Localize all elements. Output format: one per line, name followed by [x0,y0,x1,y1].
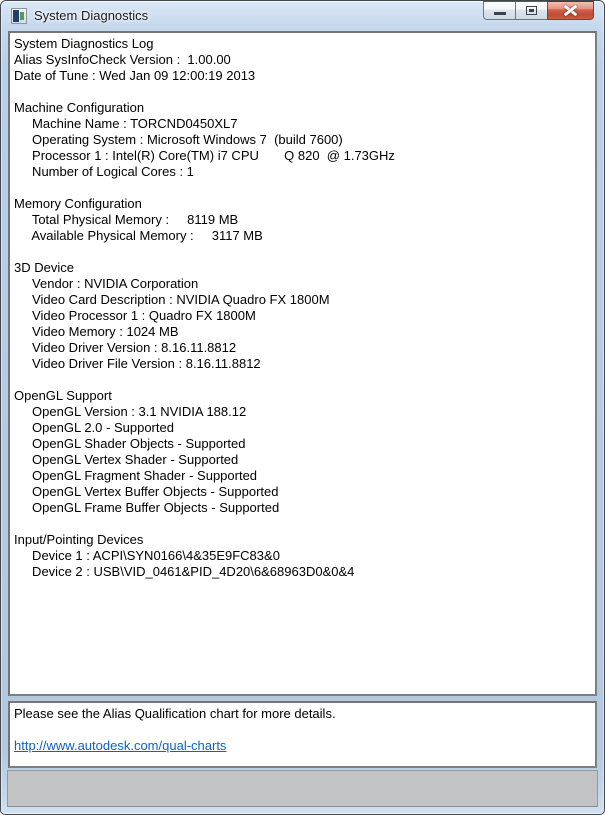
log-line [14,244,591,260]
diagnostics-log-panel [8,31,597,696]
diagnostics-log [10,33,595,583]
footer-panel [8,701,597,768]
log-line: OpenGL 2.0 - Supported [14,420,174,435]
qual-charts-link[interactable]: http://www.autodesk.com/qual-charts [14,738,227,753]
log-line: Vendor : NVIDIA Corporation [14,276,199,291]
qualification-note: Please see the Alias Qualification chart for more details. [14,706,336,721]
minimize-icon [494,12,506,15]
log-line: Operating System : Microsoft Windows 7 (build 7600) [14,132,343,147]
log-line: Available Physical Memory : 3117 MB [14,228,263,243]
caption-buttons [484,1,594,20]
log-line: Memory Configuration [14,196,142,211]
log-line: OpenGL Frame Buffer Objects - Supported [14,500,280,515]
log-line: Machine Name : TORCND0450XL7 [14,116,238,131]
log-line: Video Memory : 1024 MB [14,324,179,339]
log-line: Video Processor 1 : Quadro FX 1800M [14,308,256,323]
bottom-gray-panel [7,770,598,807]
log-line: Video Driver Version : 8.16.11.8812 [14,340,237,355]
log-line: OpenGL Shader Objects - Supported [14,436,246,451]
minimize-button[interactable] [483,1,516,20]
log-line: Device 2 : USB\VID_0461&PID_4D20\6&68963D0&0&4 [14,564,355,579]
log-line: Alias SysInfoCheck Version : 1.00.00 [14,52,231,67]
log-line: Total Physical Memory : 8119 MB [14,212,239,227]
log-line: OpenGL Vertex Buffer Objects - Supported [14,484,279,499]
log-line: Date of Tune : Wed Jan 09 12:00:19 2013 [14,68,256,83]
log-line: Number of Logical Cores : 1 [14,164,194,179]
log-line [14,84,591,100]
log-line: 3D Device [14,260,74,275]
app-icon[interactable] [11,8,27,24]
log-line: Processor 1 : Intel(R) Core(TM) i7 CPU Q 820 @ 1.73GHz [14,148,395,163]
log-line: Input/Pointing Devices [14,532,144,547]
log-line: Video Card Description : NVIDIA Quadro FX 1800M [14,292,330,307]
window-title: System Diagnostics [34,8,149,23]
log-line: Machine Configuration [14,100,145,115]
close-icon [563,5,578,16]
log-line: OpenGL Version : 3.1 NVIDIA 188.12 [14,404,247,419]
log-line [14,516,591,532]
log-line: OpenGL Fragment Shader - Supported [14,468,258,483]
footer-spacer [14,722,591,738]
log-line: OpenGL Vertex Shader - Supported [14,452,239,467]
log-line: Device 1 : ACPI\SYN0166\4&35E9FC83&0 [14,548,280,563]
log-line: OpenGL Support [14,388,112,403]
log-line [14,372,591,388]
maximize-icon [526,6,537,15]
log-line: System Diagnostics Log [14,36,154,51]
maximize-button[interactable] [515,1,548,20]
log-line [14,180,591,196]
log-line: Video Driver File Version : 8.16.11.8812 [14,356,261,371]
close-button[interactable] [547,1,594,20]
